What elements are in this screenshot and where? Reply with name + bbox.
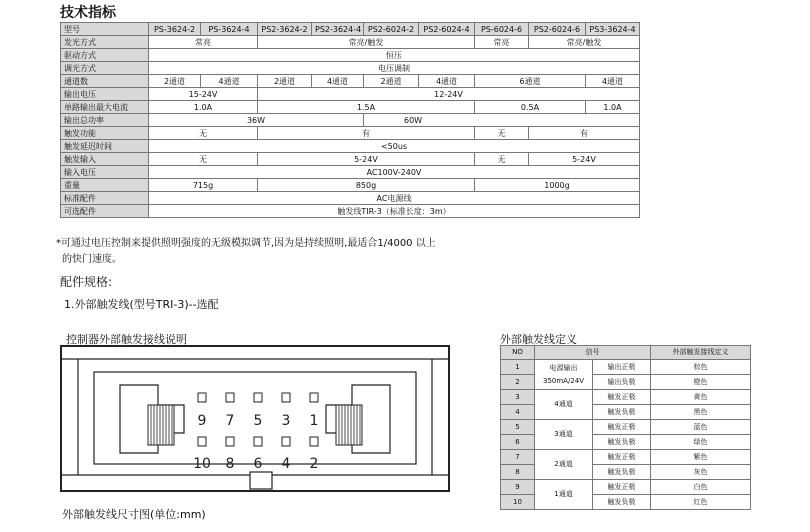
right-grip	[336, 405, 362, 445]
model-cell: PS2-3624-4	[312, 23, 364, 36]
table-row	[501, 346, 751, 360]
cell: 850g	[258, 179, 475, 192]
color-cell: 黑色	[651, 405, 751, 420]
color-cell: 紫色	[651, 450, 751, 465]
model-cell: PS3-3624-4	[586, 23, 640, 36]
model-cell: PS-6024-6	[475, 23, 529, 36]
cell: 无	[475, 127, 529, 140]
signal-cell: 触发正极	[593, 450, 651, 465]
cell: 1.0A	[149, 101, 258, 114]
cell: 36W	[149, 114, 364, 127]
cell: 常亮	[149, 36, 258, 49]
group-cell: 1通道	[535, 480, 593, 510]
color-cell: 棕色	[651, 360, 751, 375]
no-cell: 9	[501, 480, 535, 495]
table-row	[501, 420, 751, 435]
row-label: 发光方式	[61, 36, 149, 49]
cell: AC100V-240V	[149, 166, 640, 179]
cell: 恒压	[149, 49, 640, 62]
signal-cell: 触发负极	[593, 465, 651, 480]
model-cell: PS-3624-4	[201, 23, 258, 36]
no-cell: 3	[501, 390, 535, 405]
table-row	[61, 36, 640, 49]
table-row	[61, 166, 640, 179]
cell: 常亮/触发	[258, 36, 475, 49]
cell: 有	[529, 127, 640, 140]
left-grip	[148, 405, 174, 445]
cell: 60W	[364, 114, 640, 127]
no-cell: 7	[501, 450, 535, 465]
color-cell: 红色	[651, 495, 751, 510]
row-label: 驱动方式	[61, 49, 149, 62]
cell: 2通道	[149, 75, 201, 88]
signal-cell: 触发负极	[593, 435, 651, 450]
cell: 4通道	[201, 75, 258, 88]
model-cell: PS-3624-2	[149, 23, 201, 36]
cell: 无	[149, 127, 258, 140]
header-cell: 信号	[535, 346, 651, 360]
cell: 电压调制	[149, 62, 640, 75]
group-cell: 4通道	[535, 390, 593, 420]
pin-label: 5	[253, 413, 263, 429]
definition-heading: 外部触发线定义	[500, 333, 577, 346]
table-row	[61, 62, 640, 75]
color-cell: 绿色	[651, 435, 751, 450]
no-cell: 5	[501, 420, 535, 435]
cell: 常亮	[475, 36, 529, 49]
cell: 1.5A	[258, 101, 475, 114]
table-row	[61, 23, 640, 36]
section-title: 技术指标	[60, 5, 116, 21]
header-cell: NO	[501, 346, 535, 360]
model-cell: PS2-6024-4	[419, 23, 475, 36]
no-cell: 6	[501, 435, 535, 450]
pin-label: 9	[197, 413, 207, 429]
cell: 715g	[149, 179, 258, 192]
bottom-pin-sockets	[198, 437, 318, 446]
row-label: 触发功能	[61, 127, 149, 140]
row-label: 输入电压	[61, 166, 149, 179]
table-row	[61, 101, 640, 114]
table-row	[61, 49, 640, 62]
signal-cell: 触发正极	[593, 390, 651, 405]
table-row	[61, 75, 640, 88]
model-cell: PS2-6024-2	[364, 23, 419, 36]
cell: AC电源线	[149, 192, 640, 205]
cell: 5-24V	[529, 153, 640, 166]
drawing-caption: 外部触发线尺寸图(单位:mm)	[62, 508, 206, 521]
pin-label: 10	[193, 456, 211, 472]
row-label: 通道数	[61, 75, 149, 88]
model-cell: PS2-3624-2	[258, 23, 312, 36]
table-row	[61, 127, 640, 140]
signal-cell: 触发负极	[593, 495, 651, 510]
table-row	[61, 153, 640, 166]
signal-cell: 触发正极	[593, 480, 651, 495]
cell: <50us	[149, 140, 640, 153]
signal-cell: 输出正极	[593, 360, 651, 375]
color-cell: 橙色	[651, 375, 751, 390]
color-cell: 黄色	[651, 390, 751, 405]
cell: 12-24V	[258, 88, 640, 101]
pin-label: 6	[253, 456, 263, 472]
signal-cell: 触发正极	[593, 420, 651, 435]
cell: 6通道	[475, 75, 586, 88]
cell: 型号	[61, 23, 149, 36]
cell: 无	[149, 153, 258, 166]
row-label: 标准配件	[61, 192, 149, 205]
accessory-heading: 配件规格:	[60, 275, 113, 289]
pin-label: 7	[225, 413, 235, 429]
cell: 1.0A	[586, 101, 640, 114]
cell: 无	[475, 153, 529, 166]
cell: 常亮/触发	[529, 36, 640, 49]
pin-label: 1	[309, 413, 319, 429]
pin-label: 3	[281, 413, 291, 429]
table-row	[501, 480, 751, 495]
pin-label: 2	[309, 456, 319, 472]
cell: 2通道	[258, 75, 312, 88]
table-row	[61, 114, 640, 127]
group-cell: 2通道	[535, 450, 593, 480]
cell: 2通道	[364, 75, 419, 88]
cell: 15-24V	[149, 88, 258, 101]
no-cell: 1	[501, 360, 535, 375]
group-cell: 3通道	[535, 420, 593, 450]
definition-table	[500, 345, 751, 510]
row-label: 重量	[61, 179, 149, 192]
cell: 1000g	[475, 179, 640, 192]
table-row	[501, 360, 751, 375]
pin-label: 8	[225, 456, 235, 472]
cell: 5-24V	[258, 153, 475, 166]
table-row	[61, 192, 640, 205]
row-label: 输出电压	[61, 88, 149, 101]
connector-drawing	[60, 345, 450, 495]
row-label: 输出总功率	[61, 114, 149, 127]
model-cell: PS2-6024-6	[529, 23, 586, 36]
group-cell: 电源输出350mA/24V	[535, 360, 593, 390]
cell: 4通道	[586, 75, 640, 88]
row-label: 可选配件	[61, 205, 149, 218]
row-label: 触发延迟时间	[61, 140, 149, 153]
table-row	[61, 140, 640, 153]
row-label: 调光方式	[61, 62, 149, 75]
signal-cell: 触发负极	[593, 405, 651, 420]
key-tab	[250, 472, 272, 489]
cell: 4通道	[419, 75, 475, 88]
header-cell: 外部触发接线定义	[651, 346, 751, 360]
color-cell: 灰色	[651, 465, 751, 480]
cell: 触发线TIR-3（标准长度：3m）	[149, 205, 640, 218]
row-label: 触发输入	[61, 153, 149, 166]
footnote	[56, 236, 526, 268]
accessory-item: 1.外部触发线(型号TRI-3)--选配	[64, 298, 219, 311]
table-row	[61, 179, 640, 192]
table-row	[61, 88, 640, 101]
color-cell: 白色	[651, 480, 751, 495]
cell: 0.5A	[475, 101, 586, 114]
signal-cell: 输出负极	[593, 375, 651, 390]
top-pin-sockets	[198, 393, 318, 402]
table-row	[501, 390, 751, 405]
table-row	[61, 205, 640, 218]
row-label: 单路输出最大电流	[61, 101, 149, 114]
table-row	[501, 450, 751, 465]
color-cell: 蓝色	[651, 420, 751, 435]
spec-table	[60, 22, 640, 218]
footnote-line: *可通过电压控制来提供照明强度的无级模拟调节,因为是持续照明,最适合1/4000 以上	[56, 238, 436, 249]
no-cell: 10	[501, 495, 535, 510]
wiring-heading: 控制器外部触发接线说明	[66, 333, 187, 346]
pin-label: 4	[281, 456, 291, 472]
no-cell: 8	[501, 465, 535, 480]
no-cell: 4	[501, 405, 535, 420]
footnote-line: 的快门速度。	[62, 254, 122, 265]
cell: 有	[258, 127, 475, 140]
no-cell: 2	[501, 375, 535, 390]
cell: 4通道	[312, 75, 364, 88]
